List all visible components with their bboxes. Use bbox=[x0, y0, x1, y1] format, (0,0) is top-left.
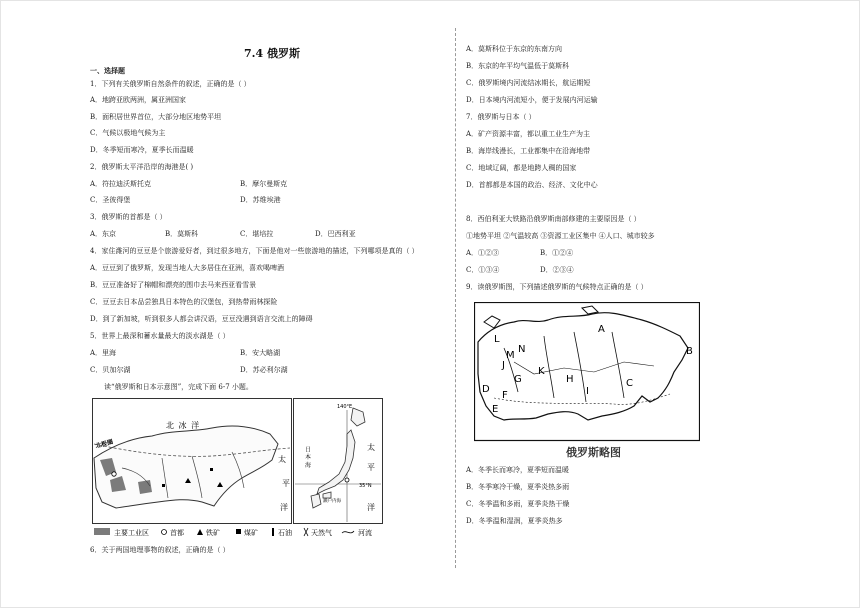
q5-option-b[interactable]: B．安大略湖 bbox=[240, 349, 281, 357]
region-label-c: C bbox=[626, 378, 633, 389]
q9-option-b[interactable]: B．冬季寒冷干燥，夏季炎热多雨 bbox=[466, 483, 570, 491]
river-legend-icon bbox=[342, 531, 354, 533]
q6-option-b[interactable]: B．东京的年平均气温低于莫斯科 bbox=[466, 62, 570, 70]
q4-stem: 4．家住潍河的豆豆是个旅游爱好者，到过很多地方，下面是他对一些旅游地的描述，下列哪项是真的（ ） bbox=[90, 247, 419, 255]
russia-map bbox=[92, 398, 292, 524]
legend-oil: 石油 bbox=[278, 529, 292, 537]
q3-option-b[interactable]: B．莫斯科 bbox=[165, 230, 199, 238]
page-title: 7.4 俄罗斯 bbox=[244, 47, 300, 60]
region-label-k: K bbox=[538, 366, 545, 377]
pacific-label-2: 平 bbox=[282, 479, 290, 488]
q7-option-c[interactable]: C．地域辽阔，都是地跨人稠的国家 bbox=[466, 164, 577, 172]
japan-sea-label: 日 本 海 bbox=[303, 446, 311, 468]
oil-legend-icon bbox=[272, 528, 274, 536]
jp-pacific-label-2: 平 bbox=[367, 463, 375, 472]
q1-stem: 1．下列有关俄罗斯自然条件的叙述，正确的是（ ） bbox=[90, 80, 251, 88]
q9-stem: 9．读俄罗斯图，下列描述俄罗斯的气候特点正确的是（ ） bbox=[466, 283, 648, 291]
legend-river: 河流 bbox=[358, 529, 372, 537]
q3-option-d[interactable]: D．巴西利亚 bbox=[315, 230, 356, 238]
column-divider bbox=[455, 28, 456, 568]
q5-option-d[interactable]: D．苏必利尔湖 bbox=[240, 366, 288, 374]
q6-stem: 6．关于两国地理事物的叙述，正确的是（ ） bbox=[90, 546, 230, 554]
region-label-f: F bbox=[502, 390, 508, 401]
region-label-g: G bbox=[514, 374, 522, 385]
q1-option-c[interactable]: C．气候以极地气候为主 bbox=[90, 129, 166, 137]
q8-conditions: ①地势平坦 ②气温较高 ③资源工业区集中 ④人口、城市较多 bbox=[466, 232, 655, 240]
japan-map bbox=[293, 398, 383, 524]
region-label-a: A bbox=[598, 324, 605, 335]
q8-option-d[interactable]: D．②③④ bbox=[540, 266, 574, 274]
region-label-m: M bbox=[506, 350, 515, 361]
q2-option-d[interactable]: D．苏维埃港 bbox=[240, 196, 281, 204]
legend-gas: 天然气 bbox=[311, 529, 332, 537]
q8-option-a[interactable]: A．①②③ bbox=[466, 249, 500, 257]
q4-option-d[interactable]: D．到了新加坡，听到很多人都会讲汉语，豆豆没遇到语言交流上的障碍 bbox=[90, 315, 313, 323]
iron-legend-icon bbox=[197, 529, 203, 535]
q8-option-c[interactable]: C．①③④ bbox=[466, 266, 500, 274]
q5-option-a[interactable]: A．里海 bbox=[90, 349, 117, 357]
region-label-j: J bbox=[502, 360, 505, 371]
gas-legend-icon bbox=[304, 528, 308, 536]
longitude-label: 140°E bbox=[337, 404, 353, 410]
q2-option-a[interactable]: A．符拉迪沃斯托克 bbox=[90, 180, 152, 188]
q3-option-c[interactable]: C．堪培拉 bbox=[240, 230, 274, 238]
capital-marker bbox=[112, 472, 116, 476]
map-legend bbox=[92, 526, 384, 538]
region-label-l: L bbox=[494, 334, 500, 345]
legend-capital: 首都 bbox=[170, 529, 184, 537]
q3-stem: 3．俄罗斯的首都是（ ） bbox=[90, 213, 167, 221]
q6-option-c[interactable]: C．俄罗斯境内河流结冰期长，航运期短 bbox=[466, 79, 591, 87]
q4-option-a[interactable]: A．豆豆到了俄罗斯，发现当地人大多居住在亚洲，喜欢喝啤酒 bbox=[90, 264, 285, 272]
q9-option-d[interactable]: D．冬季温和湿润，夏季炎热多 bbox=[466, 517, 563, 525]
region-label-b: B bbox=[686, 346, 693, 357]
region-label-n: N bbox=[518, 344, 526, 355]
q7-option-d[interactable]: D．首都都是本国的政治、经济、文化中心 bbox=[466, 181, 598, 189]
capital-legend-icon bbox=[162, 530, 167, 535]
jp-pacific-label-1: 太 bbox=[367, 443, 375, 452]
q4-option-c[interactable]: C．豆豆去日本品尝独具日本特色的汉堡包，到热带雨林探险 bbox=[90, 298, 278, 306]
latitude-label: 35°N bbox=[359, 483, 372, 489]
sketch-map-caption: 俄罗斯略图 bbox=[566, 446, 621, 459]
q1-option-b[interactable]: B．面积居世界首位，大部分地区地势平坦 bbox=[90, 113, 222, 121]
pacific-label-3: 洋 bbox=[280, 503, 288, 512]
q1-option-a[interactable]: A．地跨亚欧两洲，属亚洲国家 bbox=[90, 96, 187, 104]
q1-option-d[interactable]: D．冬季短而寒冷，夏季长而温暖 bbox=[90, 146, 194, 154]
q4-option-b[interactable]: B．豆豆准备好了棉帽和漂亮的围巾去马来西亚看雪景 bbox=[90, 281, 257, 289]
industry-area-3 bbox=[138, 480, 152, 494]
q6-option-d[interactable]: D．日本境内河流短小，便于发展内河运输 bbox=[466, 96, 598, 104]
q8-option-b[interactable]: B．①②④ bbox=[540, 249, 574, 257]
region-label-h: H bbox=[566, 374, 574, 385]
arctic-ocean-label: 北 冰 洋 bbox=[166, 421, 201, 430]
q8-stem: 8．西伯利亚大铁路沿俄罗斯南部修建的主要原因是（ ） bbox=[466, 215, 641, 223]
pacific-label-1: 太 bbox=[278, 455, 286, 464]
q6-option-a[interactable]: A．莫斯科位于东京的东南方向 bbox=[466, 45, 563, 53]
q7-stem: 7．俄罗斯与日本（ ） bbox=[466, 113, 536, 121]
region-label-d: D bbox=[482, 384, 490, 395]
q2-option-c[interactable]: C．圣彼得堡 bbox=[90, 196, 131, 204]
section-heading: 一、选择题 bbox=[90, 66, 125, 75]
legend-industry: 主要工业区 bbox=[114, 529, 149, 537]
arctic-circle-label: 北极圈 bbox=[94, 438, 114, 450]
q9-option-a[interactable]: A．冬季长而寒冷，夏季短而温暖 bbox=[466, 466, 570, 474]
q2-option-b[interactable]: B．摩尔曼斯克 bbox=[240, 180, 288, 188]
seto-inland-sea-label: 濑户内海 bbox=[323, 499, 341, 504]
legend-iron: 铁矿 bbox=[206, 529, 220, 537]
coal-legend-icon bbox=[236, 529, 241, 534]
q7-option-a[interactable]: A．矿产资源丰富，都以重工业生产为主 bbox=[466, 130, 591, 138]
q9-option-c[interactable]: C．冬季温和多雨，夏季炎热干燥 bbox=[466, 500, 570, 508]
russia-sketch-map bbox=[474, 302, 700, 460]
q5-stem: 5．世界上最深和蓄水量最大的淡水湖是（ ） bbox=[90, 332, 230, 340]
region-label-e: E bbox=[492, 404, 499, 415]
q7-option-b[interactable]: B．海岸线漫长，工业都集中在沿海地带 bbox=[466, 147, 591, 155]
legend-coal: 煤矿 bbox=[244, 529, 258, 537]
jp-pacific-label-3: 洋 bbox=[367, 503, 375, 512]
region-label-i: I bbox=[586, 386, 589, 397]
industry-legend-swatch bbox=[94, 528, 110, 535]
q3-option-a[interactable]: A．东京 bbox=[90, 230, 117, 238]
map-intro: 读“俄罗斯和日本示意图”，完成下面 6-7 小题。 bbox=[104, 383, 253, 391]
q2-stem: 2．俄罗斯太平洋沿岸的海港是( ) bbox=[90, 163, 194, 171]
q5-option-c[interactable]: C．贝加尔湖 bbox=[90, 366, 131, 374]
